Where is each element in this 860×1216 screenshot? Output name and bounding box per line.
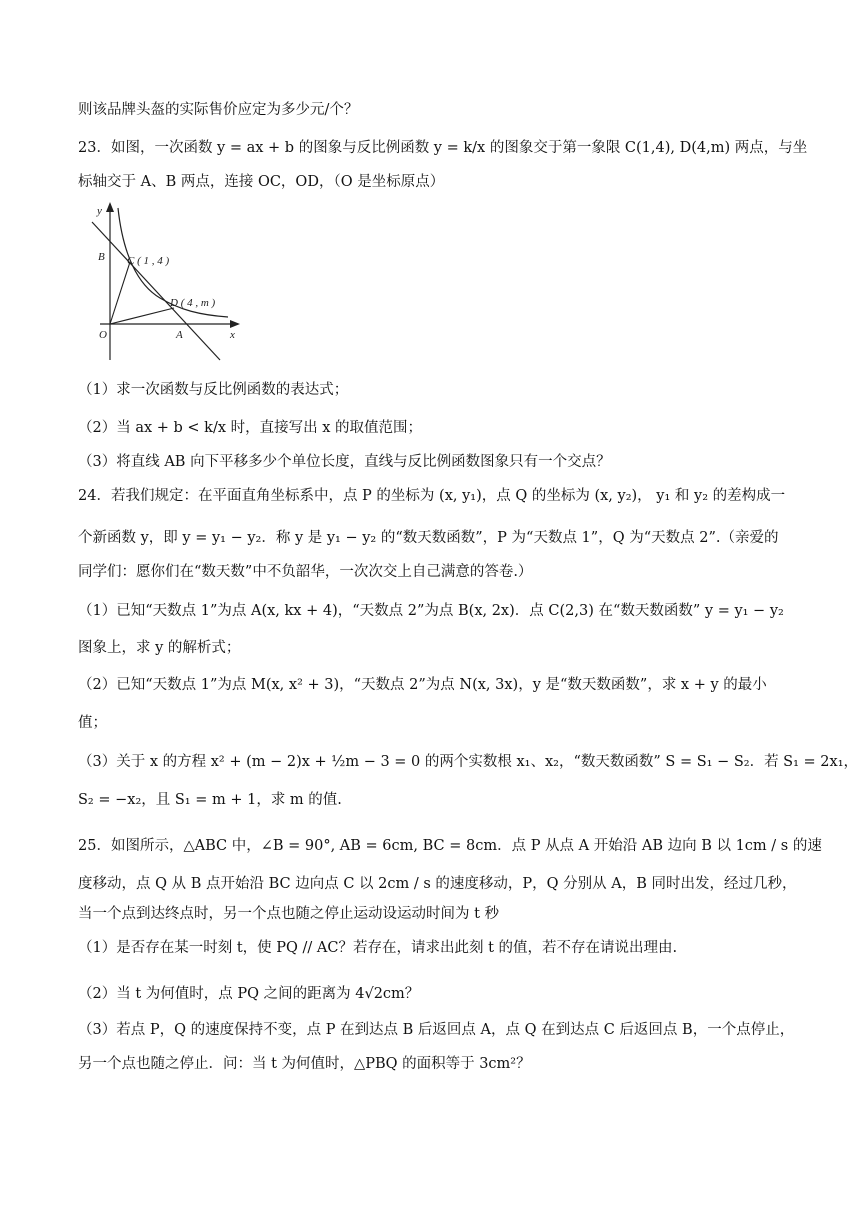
label-d: D ( 4 , m ) bbox=[170, 297, 216, 309]
graph-figure bbox=[90, 200, 250, 370]
text-line: （1）已知“天数点 1”为点 A(x, kx + 4)，“天数点 2”为点 B(x, 2x)．点 C(2,3) 在“数天数函数” y = y₁ − y₂ bbox=[78, 603, 784, 619]
text-line: （3）将直线 AB 向下平移多少个单位长度，直线与反比例函数图象只有一个交点？ bbox=[78, 454, 611, 470]
x-axis-arrow-icon bbox=[230, 320, 240, 328]
text-line: 25．如图所示，△ABC 中，∠B = 90°, AB = 6cm, BC = 8cm．点 P 从点 A 开始沿 AB 边向 B 以 1cm / s 的速 bbox=[78, 838, 822, 854]
label-c: C ( 1 , 4 ) bbox=[127, 255, 170, 267]
label-o: O bbox=[99, 329, 107, 341]
text-line: 则该品牌头盔的实际售价应定为多少元/个？ bbox=[78, 102, 359, 118]
label-a: A bbox=[176, 329, 183, 341]
label-y: y bbox=[97, 205, 102, 217]
text-line: 另一个点也随之停止．问：当 t 为何值时，△PBQ 的面积等于 3cm²？ bbox=[78, 1056, 531, 1072]
text-line: 24．若我们规定：在平面直角坐标系中，点 P 的坐标为 (x, y₁)，点 Q 的坐标为 (x, y₂)， y₁ 和 y₂ 的差构成一 bbox=[78, 488, 786, 504]
text-line: （1）是否存在某一时刻 t，使 PQ // AC？若存在，请求出此刻 t 的值，若不存在请说出理由. bbox=[78, 940, 678, 956]
label-b: B bbox=[98, 251, 105, 263]
text-line: 度移动，点 Q 从 B 点开始沿 BC 边向点 C 以 2cm / s 的速度移动，P，Q 分别从 A，B 同时出发，经过几秒， bbox=[78, 876, 797, 892]
text-line: 值； bbox=[78, 715, 107, 731]
text-line: （3）若点 P，Q 的速度保持不变，点 P 在到达点 B 后返回点 A，点 Q 在到达点 C 后返回点 B，一个点停止， bbox=[78, 1022, 795, 1038]
y-axis-arrow-icon bbox=[106, 202, 114, 212]
text-line: 标轴交于 A、B 两点，连接 OC，OD，（O 是坐标原点） bbox=[78, 174, 445, 190]
text-line: 23．如图，一次函数 y = ax + b 的图象与反比例函数 y = k/x 的图象交于第一象限 C(1,4), D(4,m) 两点，与坐 bbox=[78, 140, 808, 156]
text-line: 同学们：愿你们在“数天数”中不负韶华，一次次交上自己满意的答卷.） bbox=[78, 564, 533, 580]
text-line: 图象上，求 y 的解析式； bbox=[78, 640, 241, 656]
text-line: （2）当 t 为何值时，点 PQ 之间的距离为 4√2cm？ bbox=[78, 986, 420, 1002]
text-line: （2）已知“天数点 1”为点 M(x, x² + 3)，“天数点 2”为点 N(x, 3x)，y 是“数天数函数”，求 x + y 的最小 bbox=[78, 677, 767, 693]
segment-oc bbox=[110, 262, 130, 324]
line-ab bbox=[92, 222, 220, 360]
text-line: 个新函数 y，即 y = y₁ − y₂．称 y 是 y₁ − y₂ 的“数天数函数”，P 为“天数点 1”，Q 为“天数点 2”.（亲爱的 bbox=[78, 530, 779, 546]
text-line: （1）求一次函数与反比例函数的表达式； bbox=[78, 382, 349, 398]
label-x: x bbox=[230, 329, 235, 341]
text-line: （3）关于 x 的方程 x² + (m − 2)x + ½m − 3 = 0 的两个实数根 x₁、x₂，“数天数函数” S = S₁ − S₂．若 S₁ = 2x₁， bbox=[78, 754, 859, 770]
text-line: （2）当 ax + b < k/x 时，直接写出 x 的取值范围； bbox=[78, 420, 423, 436]
text-line: S₂ = −x₂，且 S₁ = m + 1，求 m 的值. bbox=[78, 792, 342, 808]
segment-od bbox=[110, 308, 174, 324]
text-line: 当一个点到达终点时，另一个点也随之停止运动设运动时间为 t 秒 bbox=[78, 906, 500, 922]
